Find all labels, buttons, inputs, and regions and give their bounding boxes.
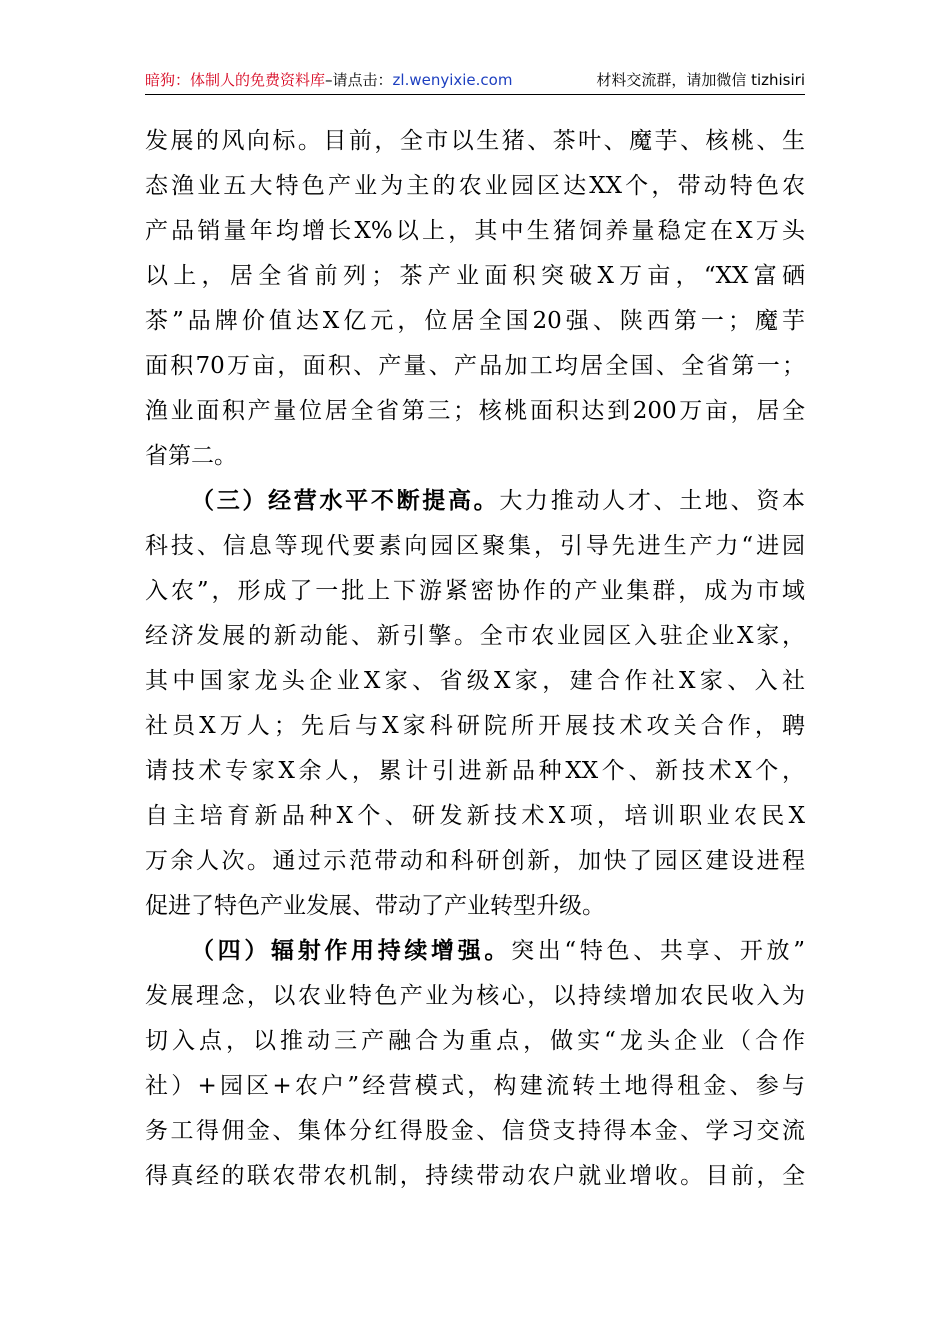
text-line: 发展的风向标。目前，全市以生猪、茶叶、魔芋、核桃、生 [145,128,805,154]
paragraph-first-line [145,482,805,527]
text-line: 其中国家龙头企业X家、省级X家，建合作社X家、入社 [145,668,805,694]
page-header [145,70,805,95]
text-line: 入农”，形成了一批上下游紧密协作的产业集群，成为市域 [145,578,805,604]
text-line: 发展理念，以农业特色产业为核心，以持续增加农民收入为 [145,983,805,1009]
text-line: 经济发展的新动能、新引擎。全市农业园区入驻企业X家， [145,623,805,649]
text-line: 社）+园区+农户”经营模式，构建流转土地得租金、参与 [145,1073,805,1099]
text-line: 科技、信息等现代要素向园区聚集，引导先进生产力“进园 [145,533,805,559]
text-line: 产品销量年均增长X%以上，其中生猪饲养量稳定在X万头 [145,218,805,244]
text-line: 促进了特色产业发展、带动了产业转型升级。 [145,893,605,919]
document-body [145,122,805,1202]
header-click-label: –请点击： [325,71,393,89]
text-line: 切入点，以推动三产融合为重点，做实“龙头企业（合作 [145,1028,805,1054]
text-line: 态渔业五大特色产业为主的农业园区达XX个，带动特色农 [145,173,805,199]
text-line: 以上，居全省前列；茶产业面积突破X万亩，“XX富硒 [145,263,805,289]
text-line: 请技术专家X余人，累计引进新品种XX个、新技术X个， [145,758,805,784]
text-span: 突出“特色、共享、开放” [511,938,805,964]
text-line: 茶”品牌价值达X亿元，位居全国20强、陕西第一；魔芋 [145,308,805,334]
header-contact: 材料交流群，请加微信 tizhisiri [596,71,805,89]
section-heading: （三）经营水平不断提高。 [191,487,500,514]
section-heading: （四）辐射作用持续增强。 [191,937,512,964]
text-line: 渔业面积产量位居全省第三；核桃面积达到200万亩，居全 [145,398,805,424]
header-left [145,70,512,90]
text-line: 务工得佣金、集体分红得股金、信贷支持得本金、学习交流 [145,1118,805,1144]
text-line: 社员X万人；先后与X家科研院所开展技术攻关合作，聘 [145,713,805,739]
text-span: 大力推动人才、土地、资本 [499,488,806,514]
text-line: 省第二。 [145,443,237,469]
text-line: 得真经的联农带农机制，持续带动农户就业增收。目前，全 [145,1163,805,1189]
paragraph-first-line [145,932,805,977]
text-line: 万余人次。通过示范带动和科研创新，加快了园区建设进程 [145,848,805,874]
text-line: 自主培育新品种X个、研发新技术X项，培训职业农民X [145,803,805,829]
text-line: 面积70万亩，面积、产量、产品加工均居全国、全省第一； [145,353,805,379]
header-site-label: 暗狗：体制人的免费资料库 [145,71,326,89]
header-url-link[interactable]: zl.wenyixie.com [392,71,513,89]
